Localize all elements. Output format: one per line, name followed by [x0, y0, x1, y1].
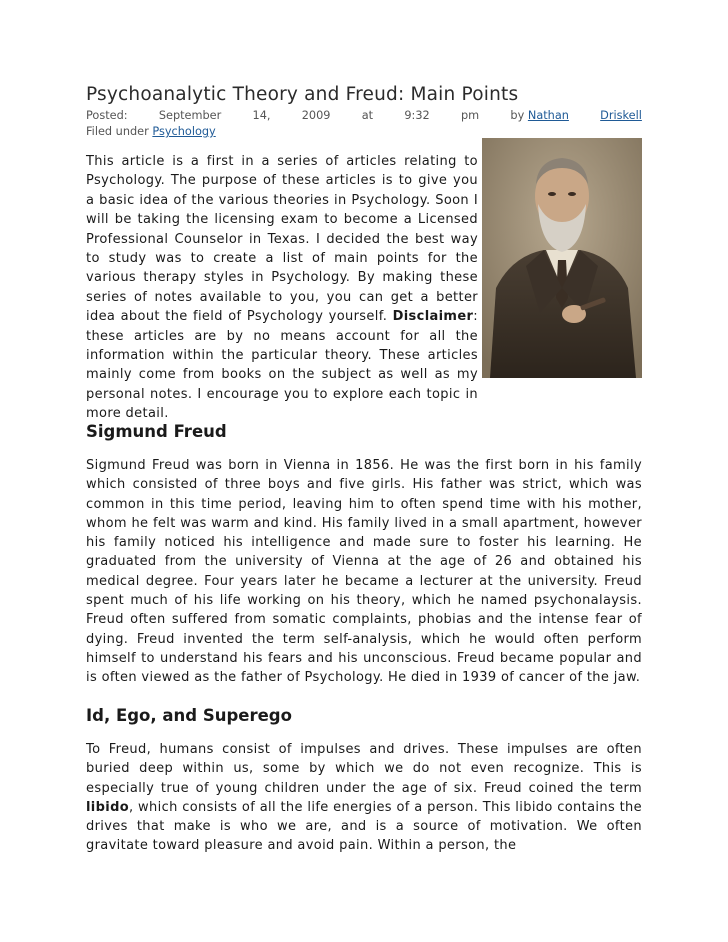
filed-under	[86, 125, 216, 138]
section-text-part-2: , which consists of all the life energies of a person. This libido contains the drives that make is who we are, and is a source of motivation. We often gravitate toward pleasure and avoid pain. Within a person, the	[86, 799, 642, 854]
section-text-sigmund-freud: Sigmund Freud was born in Vienna in 1856. He was the first born in his family which consisted of three boys and five girls. His father was strict, which was common in this time period, leaving him to often spend time with his mother, whom he felt was warm and kind. His family lived in a small apartment, however his family noticed his intelligence and made sure to foster his learning. He graduated from the university of Vienna at the age of 26 and obtained his medical degree. Four years later he became a lecturer at the university. Freud spent much of his life working on his theory, which he named psychonalaysis. Freud often suffered from somatic complaints, phobias and the intense fear of dying. Freud invented the term self-analysis, which he would often perform himself to understand his fears and his unconscious. Freud became popular and is often viewed as the father of Psychology. He died in 1939 of cancer of the jaw.	[86, 458, 642, 686]
by-label: by	[510, 109, 525, 122]
category-link[interactable]: Psychology	[152, 125, 216, 138]
intro-text: This article is a first in a series of articles relating to Psychology. The purpose of these articles is to give you a basic idea of the various theories in Psychology. Soon I will be taking the licensing exam to become a Licensed Professional Counselor in Texas. I decided the best way to study was to create a list of main points for the various therapy styles in Psychology. By making these series of notes available to you, you can get a better idea about the field of Psychology yourself.	[86, 154, 478, 325]
disclaimer-text: : these articles are by no means account for all the information within the particular theory. These articles mainly come from books on the subject as well as my personal notes. I encourage you to explore each topic in more detail.	[86, 309, 478, 422]
section-heading-id-ego-superego: Id, Ego, and Superego	[86, 706, 292, 725]
section-text-part-1: To Freud, humans consist of impulses and drives. These impulses are often buried deep within us, some by which we do not even recognize. This is especially true of young children under the age of six. Freud coined the term	[86, 742, 642, 796]
article-title: Psychoanalytic Theory and Freud: Main Points	[86, 84, 519, 105]
post-year: 2009	[301, 109, 331, 122]
intro-paragraph	[86, 152, 478, 424]
filed-under-label: Filed under	[86, 125, 149, 138]
posted-label: Posted:	[86, 109, 128, 122]
section-heading-sigmund-freud: Sigmund Freud	[86, 422, 227, 441]
author-link-last[interactable]: Driskell	[600, 109, 642, 122]
post-time: 9:32	[404, 109, 430, 122]
at-label: at	[361, 109, 374, 122]
section-text-id-ego-superego	[86, 740, 642, 856]
byline	[510, 109, 569, 122]
disclaimer-label: Disclaimer	[392, 309, 474, 325]
post-month: September	[158, 109, 222, 122]
post-ampm: pm	[460, 109, 480, 122]
libido-term: libido	[86, 799, 130, 815]
freud-portrait-image	[482, 138, 642, 378]
post-day: 14,	[252, 109, 271, 122]
post-meta	[86, 109, 642, 122]
author-link-first[interactable]: Nathan	[527, 109, 569, 122]
